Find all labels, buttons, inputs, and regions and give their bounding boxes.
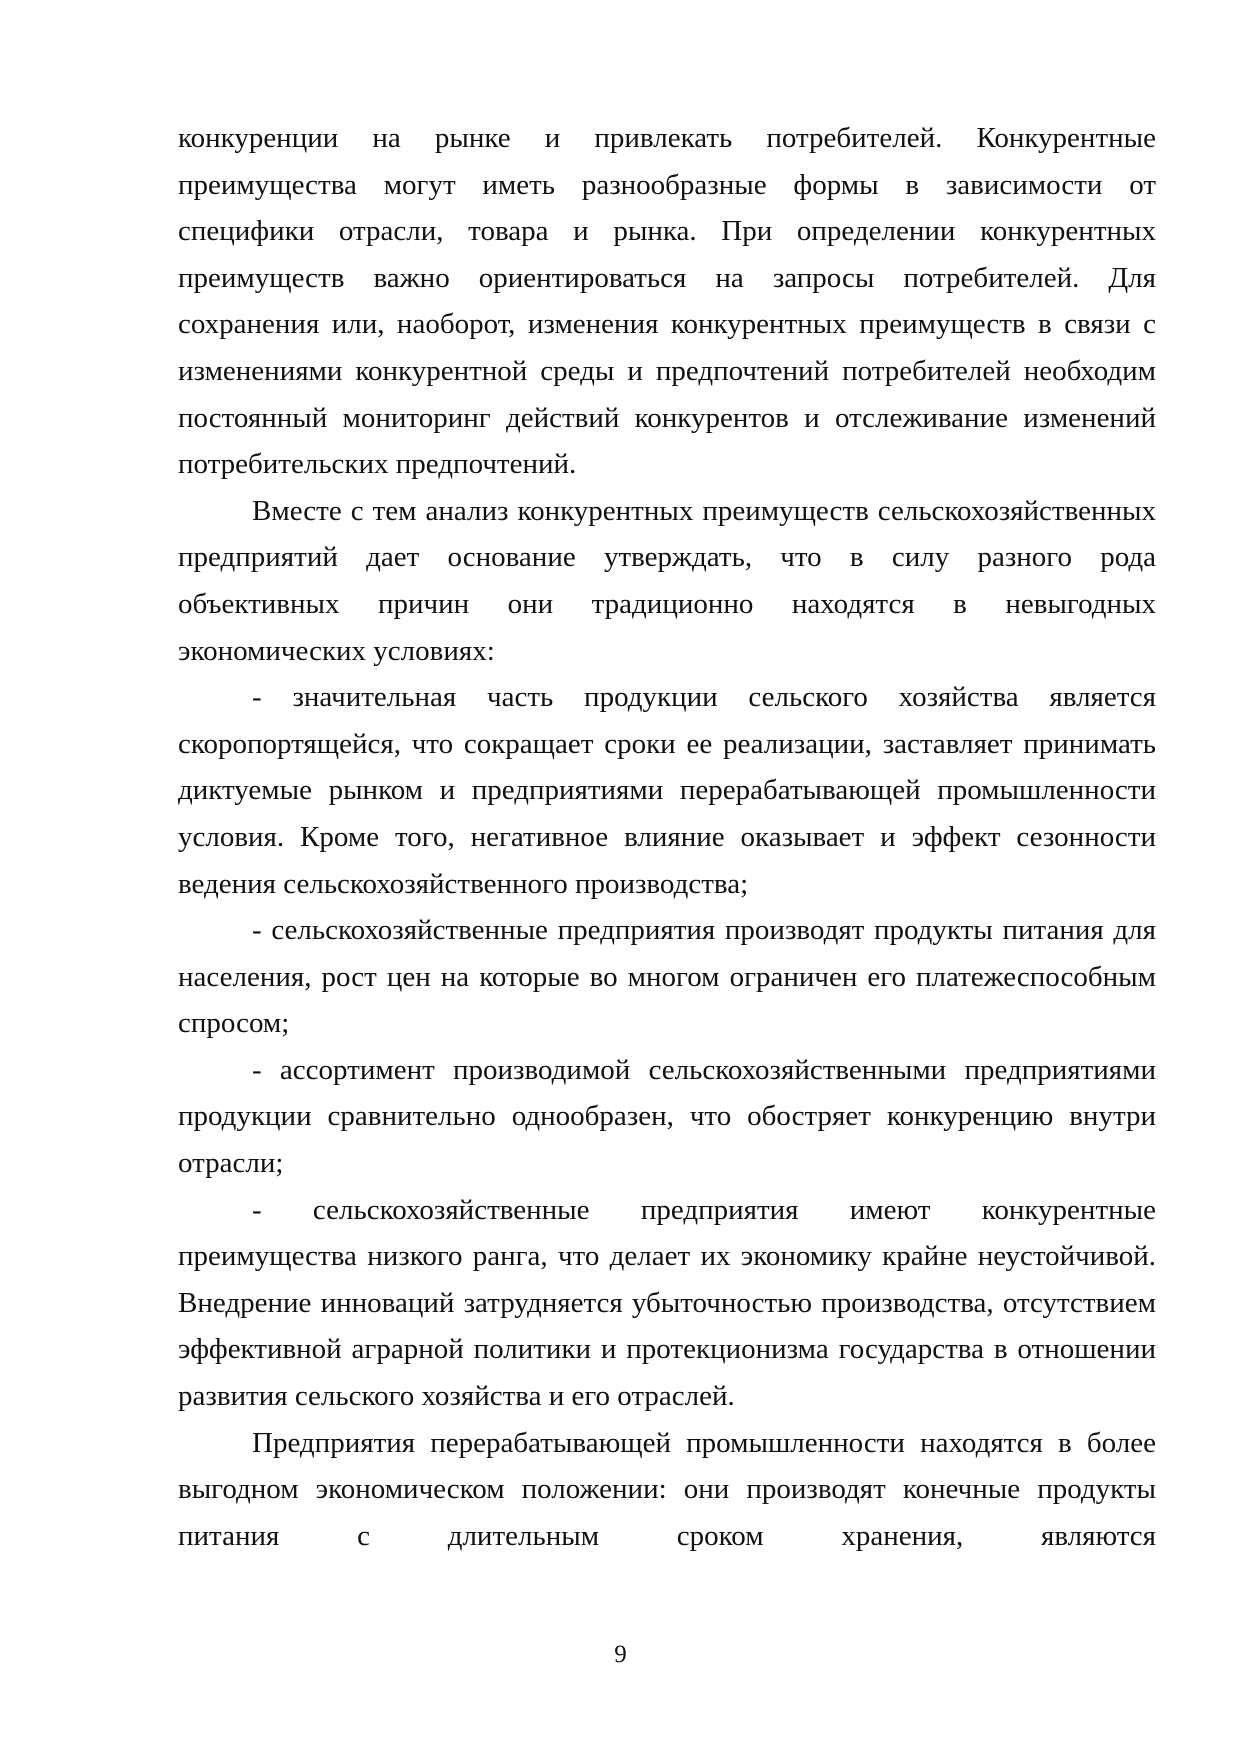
body-text (178, 115, 1156, 1559)
paragraph-agricultural-analysis: Вместе с тем анализ конкурентных преимуществ сельскохозяйственных предприятий дает основание утверждать, что в силу разного рода объективных причин они традиционно находятся в невыгодных экономических условиях: (178, 494, 1156, 667)
paragraph-processing-industry: Предприятия перерабатывающей промышленности находятся в более выгодном экономическом положении: они производят конечные продукты питания с длительным сроком хранения, являются (178, 1426, 1156, 1552)
paragraph-continuation: конкуренции на рынке и привлекать потребителей. Конкурентные преимущества могут иметь разнообразные формы в зависимости от специфики отрасли, товара и рынка. При определении конкурентных преимуществ важно ориентироваться на запросы потребителей. Для сохранения или, наоборот, изменения конкурентных преимуществ в связи с изменениями конкурентной среды и предпочтений потребителей необходим постоянный мониторинг действий конкурентов и отслеживание изменений потребительских предпочтений. (178, 122, 1156, 481)
list-item-low-rank-advantages: - сельскохозяйственные предприятия имеют конкурентные преимущества низкого ранга, что делает их экономику крайне неустойчивой. Внедрение инноваций затрудняется убыточностью производства, отсутствием эффективной аграрной политики и протекционизма государства в отношении развития сельского хозяйства и его отраслей. (178, 1193, 1156, 1413)
list-item-perishable-products: - значительная часть продукции сельского хозяйства является скоропортящейся, что сокращает сроки ее реализации, заставляет принимать диктуемые рынком и предприятиями перерабатывающей промышленности условия. Кроме того, негативное влияние оказывает и эффект сезонности ведения сельскохозяйственного производства; (178, 681, 1156, 900)
list-item-food-production: - сельскохозяйственные предприятия производят продукты питания для населения, рост цен на которые во многом ограничен его платежеспособным спросом; (178, 914, 1156, 1040)
list-item-assortment: - ассортимент производимой сельскохозяйственными предприятиями продукции сравнительно однообразен, что обостряет конкуренцию внутри отрасли; (178, 1053, 1156, 1180)
page-number: 9 (614, 1641, 627, 1668)
